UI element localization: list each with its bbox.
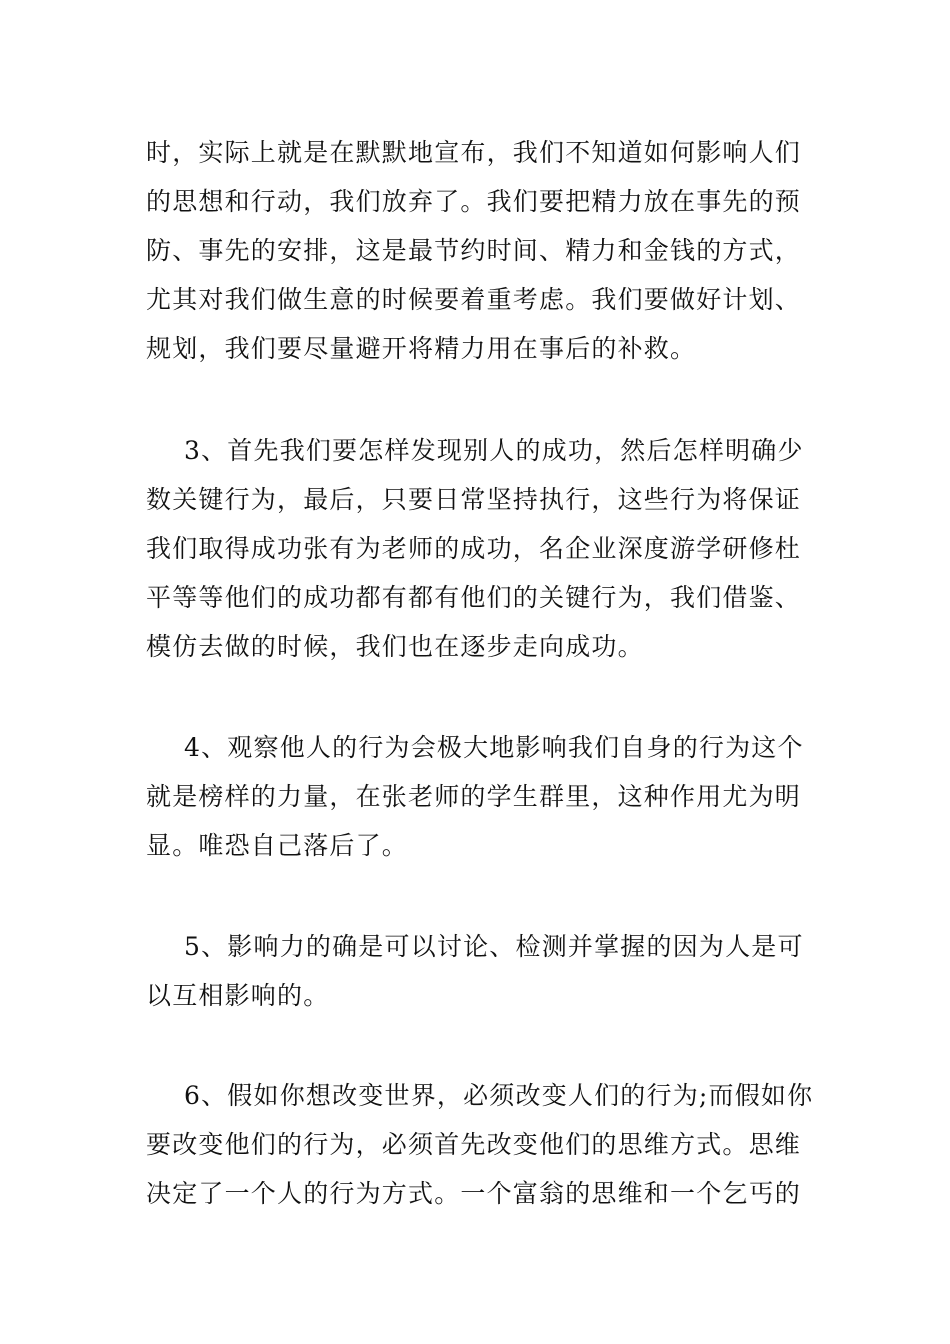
text-line: 要改变他们的行为，必须首先改变他们的思维方式。思维	[146, 1130, 802, 1159]
text-line: 就是榜样的力量，在张老师的学生群里，这种作用尤为明	[146, 782, 802, 811]
text-line: 我们取得成功张有为老师的成功，名企业深度游学研修杜	[146, 534, 802, 563]
text-line: 模仿去做的时候，我们也在逐步走向成功。	[146, 632, 644, 661]
paragraph-point-5	[146, 922, 811, 1020]
text-line: 防、事先的安排，这是最节约时间、精力和金钱的方式，	[146, 236, 802, 265]
text-line: 平等等他们的成功都有都有他们的关键行为，我们借鉴、	[146, 583, 802, 612]
text-line: 决定了一个人的行为方式。一个富翁的思维和一个乞丐的	[146, 1179, 802, 1208]
text-line: 显。唯恐自己落后了。	[146, 831, 409, 860]
text-line: 时，实际上就是在默默地宣布，我们不知道如何影响人们	[146, 138, 802, 167]
text-line: 4、观察他人的行为会极大地影响我们自身的行为这个	[184, 733, 804, 762]
paragraph-point-3	[146, 426, 811, 671]
text-line: 3、首先我们要怎样发现别人的成功，然后怎样明确少	[184, 436, 804, 465]
text-line: 的思想和行动，我们放弃了。我们要把精力放在事先的预	[146, 187, 802, 216]
paragraph-continuation	[146, 128, 811, 373]
paragraph-point-6	[146, 1071, 814, 1218]
text-line: 规划，我们要尽量避开将精力用在事后的补救。	[146, 334, 697, 363]
paragraph-point-4	[146, 723, 811, 870]
text-line: 尤其对我们做生意的时候要着重考虑。我们要做好计划、	[146, 285, 802, 314]
text-line: 以互相影响的。	[146, 981, 330, 1010]
text-line: 5、影响力的确是可以讨论、检测并掌握的因为人是可	[184, 932, 804, 961]
text-line: 数关键行为，最后，只要日常坚持执行，这些行为将保证	[146, 485, 802, 514]
text-line: 6、假如你想改变世界，必须改变人们的行为;而假如你	[184, 1081, 814, 1110]
